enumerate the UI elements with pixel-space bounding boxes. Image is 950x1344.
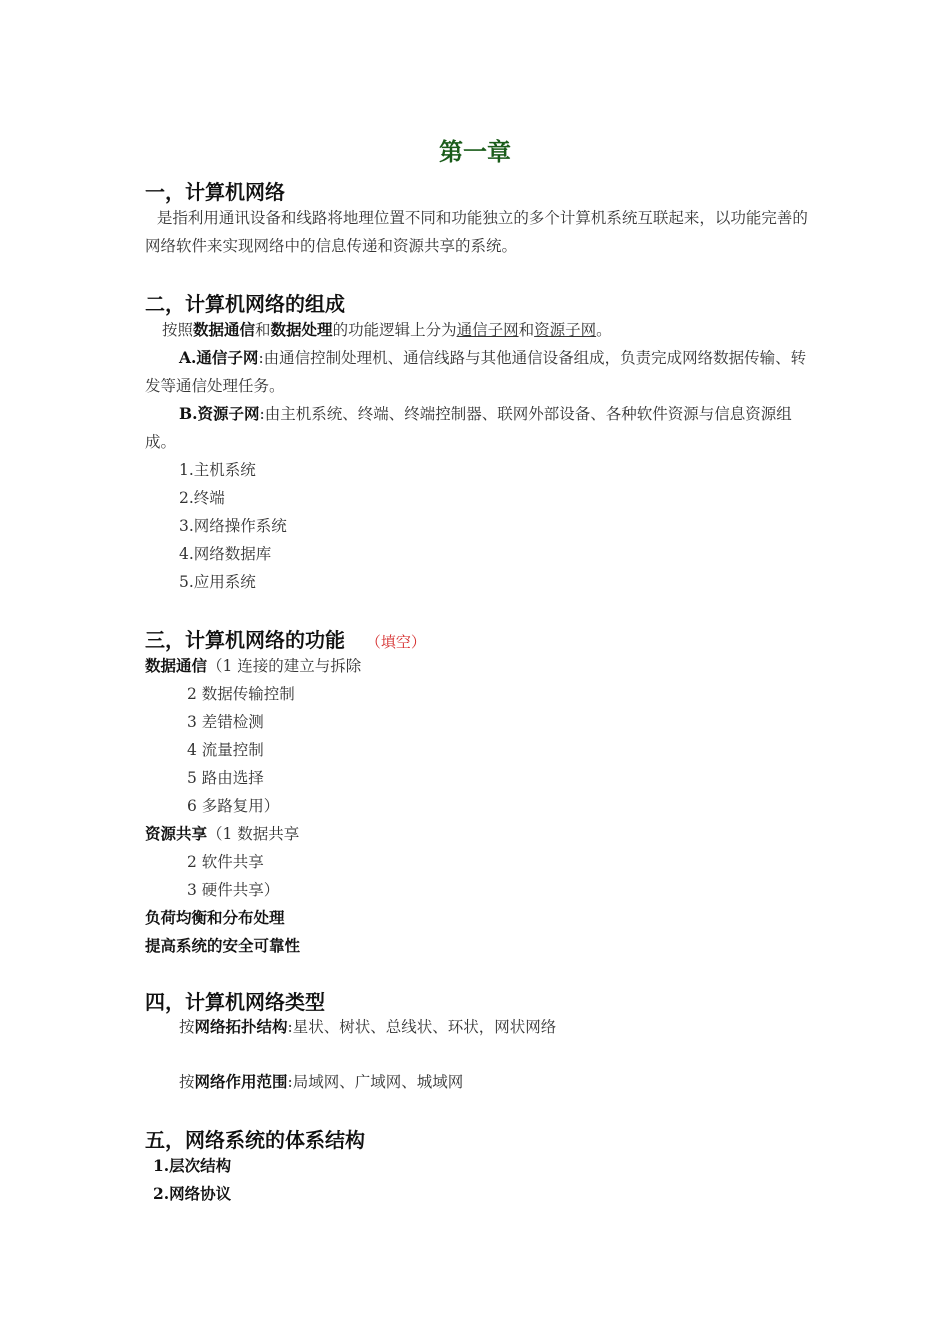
subnet-b-text: :由主机系统、终端、终端控制器、联网外部设备、各种软件资源与信息资源组成。 <box>145 405 792 451</box>
comm-line <box>145 652 361 680</box>
comm-item: 4 流量控制 <box>187 741 264 759</box>
chapter-title: 第一章 <box>439 138 511 166</box>
comm-item: 5 路由选择 <box>187 769 264 787</box>
section-2-heading: 二，计算机网络的组成 <box>145 292 345 316</box>
topology-text: :星状、树状、总线状、环状，网状网络 <box>287 1018 557 1036</box>
comm-first-item: （1 连接的建立与拆除 <box>207 657 362 675</box>
architecture-item: 2.网络协议 <box>153 1184 232 1203</box>
resource-item: 2.终端 <box>179 489 225 507</box>
architecture-item: 1.层次结构 <box>153 1156 232 1175</box>
intro-text-c: 和 <box>255 321 271 339</box>
subnet-a-label: A.通信子网 <box>179 348 259 367</box>
fill-blank-note: （填空） <box>365 633 426 651</box>
share-first-item: （1 数据共享 <box>207 825 300 843</box>
section-2-intro <box>162 316 612 344</box>
intro-text-a: 按照 <box>162 321 194 339</box>
resource-item: 1.主机系统 <box>179 461 256 479</box>
share-item: 3 硬件共享） <box>187 881 280 899</box>
comm-item: 2 数据传输控制 <box>187 685 295 703</box>
intro-bold-1: 数据通信 <box>193 320 256 339</box>
reliability-line: 提高系统的安全可靠性 <box>145 936 301 955</box>
topology-prefix: 按 <box>179 1018 195 1036</box>
range-prefix: 按 <box>179 1073 195 1091</box>
comm-item: 3 差错检测 <box>187 713 264 731</box>
share-label: 资源共享 <box>145 824 208 843</box>
subnet-a-paragraph <box>145 344 809 400</box>
intro-bold-2: 数据处理 <box>270 320 333 339</box>
intro-underline-1: 通信子网 <box>456 321 519 339</box>
load-balance-line: 负荷均衡和分布处理 <box>145 908 285 927</box>
resource-item: 5.应用系统 <box>179 573 256 591</box>
intro-text-d: 的功能逻辑上分为 <box>332 321 457 339</box>
section-1-text: 是指利用通讯设备和线路将地理位置不同和功能独立的多个计算机系统互联起来，以功能完善的网络软件来实现网络中的信息传递和资源共享的系统。 <box>145 209 808 255</box>
share-item: 2 软件共享 <box>187 853 264 871</box>
comm-label: 数据通信 <box>145 656 208 675</box>
share-line <box>145 820 299 848</box>
intro-underline-2: 资源子网 <box>534 321 597 339</box>
section-3-title: 三，计算机网络的功能 <box>145 628 345 652</box>
subnet-b-paragraph <box>145 400 809 456</box>
section-4-heading: 四，计算机网络类型 <box>145 990 325 1014</box>
resource-item: 4.网络数据库 <box>179 545 272 563</box>
topology-label: 网络拓扑结构 <box>194 1017 288 1036</box>
comm-item: 6 多路复用） <box>187 797 280 815</box>
resource-item: 3.网络操作系统 <box>179 517 287 535</box>
subnet-a-text: :由通信控制处理机、通信线路与其他通信设备组成，负责完成网络数据传输、转发等通信处理任务。 <box>145 349 807 395</box>
section-1-body <box>145 204 809 260</box>
range-label: 网络作用范围 <box>194 1072 288 1091</box>
range-text: :局域网、广域网、城域网 <box>287 1073 464 1091</box>
type-range <box>179 1068 463 1096</box>
section-3-heading <box>145 624 426 653</box>
type-topology <box>179 1013 556 1041</box>
subnet-b-label: B.资源子网 <box>179 404 260 423</box>
intro-text-e: 和 <box>518 321 535 339</box>
section-1-heading: 一，计算机网络 <box>145 180 285 204</box>
section-5-heading: 五，网络系统的体系结构 <box>145 1128 365 1152</box>
intro-text-f: 。 <box>596 321 612 339</box>
